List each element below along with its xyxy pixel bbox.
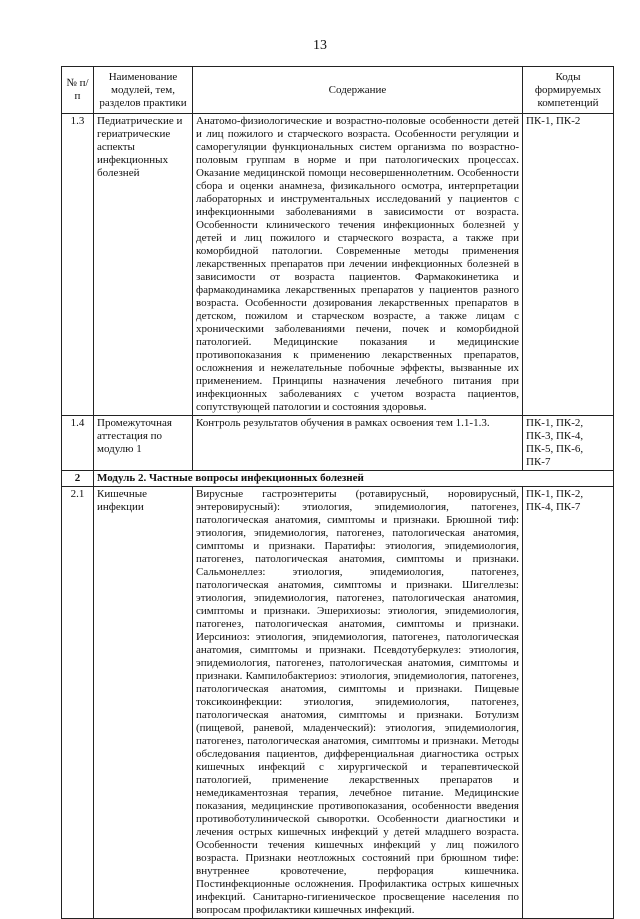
- header-number: № п/п: [62, 67, 94, 114]
- header-codes: Коды формируемых компетенций: [523, 67, 614, 114]
- curriculum-table: [61, 66, 614, 919]
- row-name: Кишечные инфекции: [94, 487, 193, 919]
- row-content: Анатомо-физиологические и возрастно-половые особенности детей и лиц пожилого и старческого возраста. Особенности регуляции и саморегуляции функциональных систем организма по возрастно-половым группам в норме и при патологических процессах. Оказание медицинской помощи несовершеннолетним. Особенности сбора и оценки анамнеза, физикального осмотра, интерпретации лабораторных и инструментальных исследований у пациентов с инфекционными заболеваниями в зависимости от возраста. Особенности клинического течения инфекционных болезней у детей и лиц пожилого и старческого возраста, а также при коморбидной патологии. Современные методы применения лекарственных препаратов при лечении инфекционных болезней в зависимости от возраста пациентов. Фармакокинетика и фармакодинамика лекарственных препаратов у пациентов разного возраста. Особенности дозирования лекарственных препаратов в детском, пожилом и старческом возрасте, а также лицам с хроническими заболеваниями печени, почек и коморбидной патологией. Медицинские показания и медицинские противопоказания к применению лекарственных препаратов, осложнения и нежелательные побочные эффекты, вызванные их применением. Принципы назначения лечебного питания при инфекционных заболеваниях с учетом возраста пациентов, сопутствующей патологии и состояния здоровья.: [193, 114, 523, 416]
- header-name: Наименование модулей, тем, разделов практики: [94, 67, 193, 114]
- row-codes: ПК-1, ПК-2, ПК-3, ПК-4, ПК-5, ПК-6, ПК-7: [523, 416, 614, 471]
- row-number: 1.3: [62, 114, 94, 416]
- table-header-row: [62, 67, 614, 114]
- module-title: Модуль 2. Частные вопросы инфекционных болезней: [94, 471, 614, 487]
- module-number: 2: [62, 471, 94, 487]
- row-codes: ПК-1, ПК-2, ПК-4, ПК-7: [523, 487, 614, 919]
- row-name: Промежуточная аттестация по модулю 1: [94, 416, 193, 471]
- row-number: 1.4: [62, 416, 94, 471]
- table-row: [62, 114, 614, 416]
- row-content: Вирусные гастроэнтериты (ротавирусный, норовирусный, энтеровирусный): этиология, эпидемиология, патогенез, патологическая анатомия, симптомы и признаки. Брюшной тиф: этиология, эпидемиология, патогенез, патологическая анатомия, симптомы и признаки. Паратифы: этиология, эпидемиология, патогенез, патологическая анатомия, симптомы и признаки. Сальмонеллез: этиология, эпидемиология, патогенез, патологическая анатомия, симптомы и признаки. Шигеллезы: этиология, эпидемиология, патогенез, патологическая анатомия, симптомы и признаки. Эшерихиозы: этиология, эпидемиология, патогенез, патологическая анатомия, симптомы и признаки. Иерсиниоз: этиология, эпидемиология, патогенез, патологическая анатомия, симптомы и признаки. Псевдотуберкулез: этиология, эпидемиология, патогенез, патологическая анатомия, симптомы и признаки. Кампилобактериоз: этиология, эпидемиология, патогенез, патологическая анатомия, симптомы и признаки. Пищевые токсикоинфекции: этиология, эпидемиология, патогенез, патологическая анатомия, симптомы и признаки. Ботулизм (пищевой, раневой, младенческий): этиология, эпидемиология, патогенез, патологическая анатомия, симптомы и признаки. Методы обследования пациентов, дифференциальная диагностика острых кишечных инфекций с хирургической и терапевтической патологией, применение лекарственных препаратов и немедикаментозная терапия, лечебное питание. Медицинские показания, медицинские противопоказания, особенности введения противоботулинической сыворотки. Особенности диагностики и лечения острых кишечных инфекций у детей младшего возраста. Особенности течения кишечных инфекций у лиц пожилого возраста. Признаки неотложных состояний при брюшном тифе: внутреннее кровотечение, перфорация кишечника. Постинфекционные осложнения. Профилактика острых кишечных инфекций. Санитарно-гигиеническое просвещение населения по вопросам профилактики кишечных инфекций.: [193, 487, 523, 919]
- row-codes: ПК-1, ПК-2: [523, 114, 614, 416]
- page-number: 13: [313, 38, 327, 53]
- row-content: Контроль результатов обучения в рамках освоения тем 1.1-1.3.: [193, 416, 523, 471]
- row-number: 2.1: [62, 487, 94, 919]
- table-row: [62, 487, 614, 919]
- row-name: Педиатрические и гериатрические аспекты инфекционных болезней: [94, 114, 193, 416]
- header-content: Содержание: [193, 67, 523, 114]
- table-row: [62, 416, 614, 471]
- module-row: [62, 471, 614, 487]
